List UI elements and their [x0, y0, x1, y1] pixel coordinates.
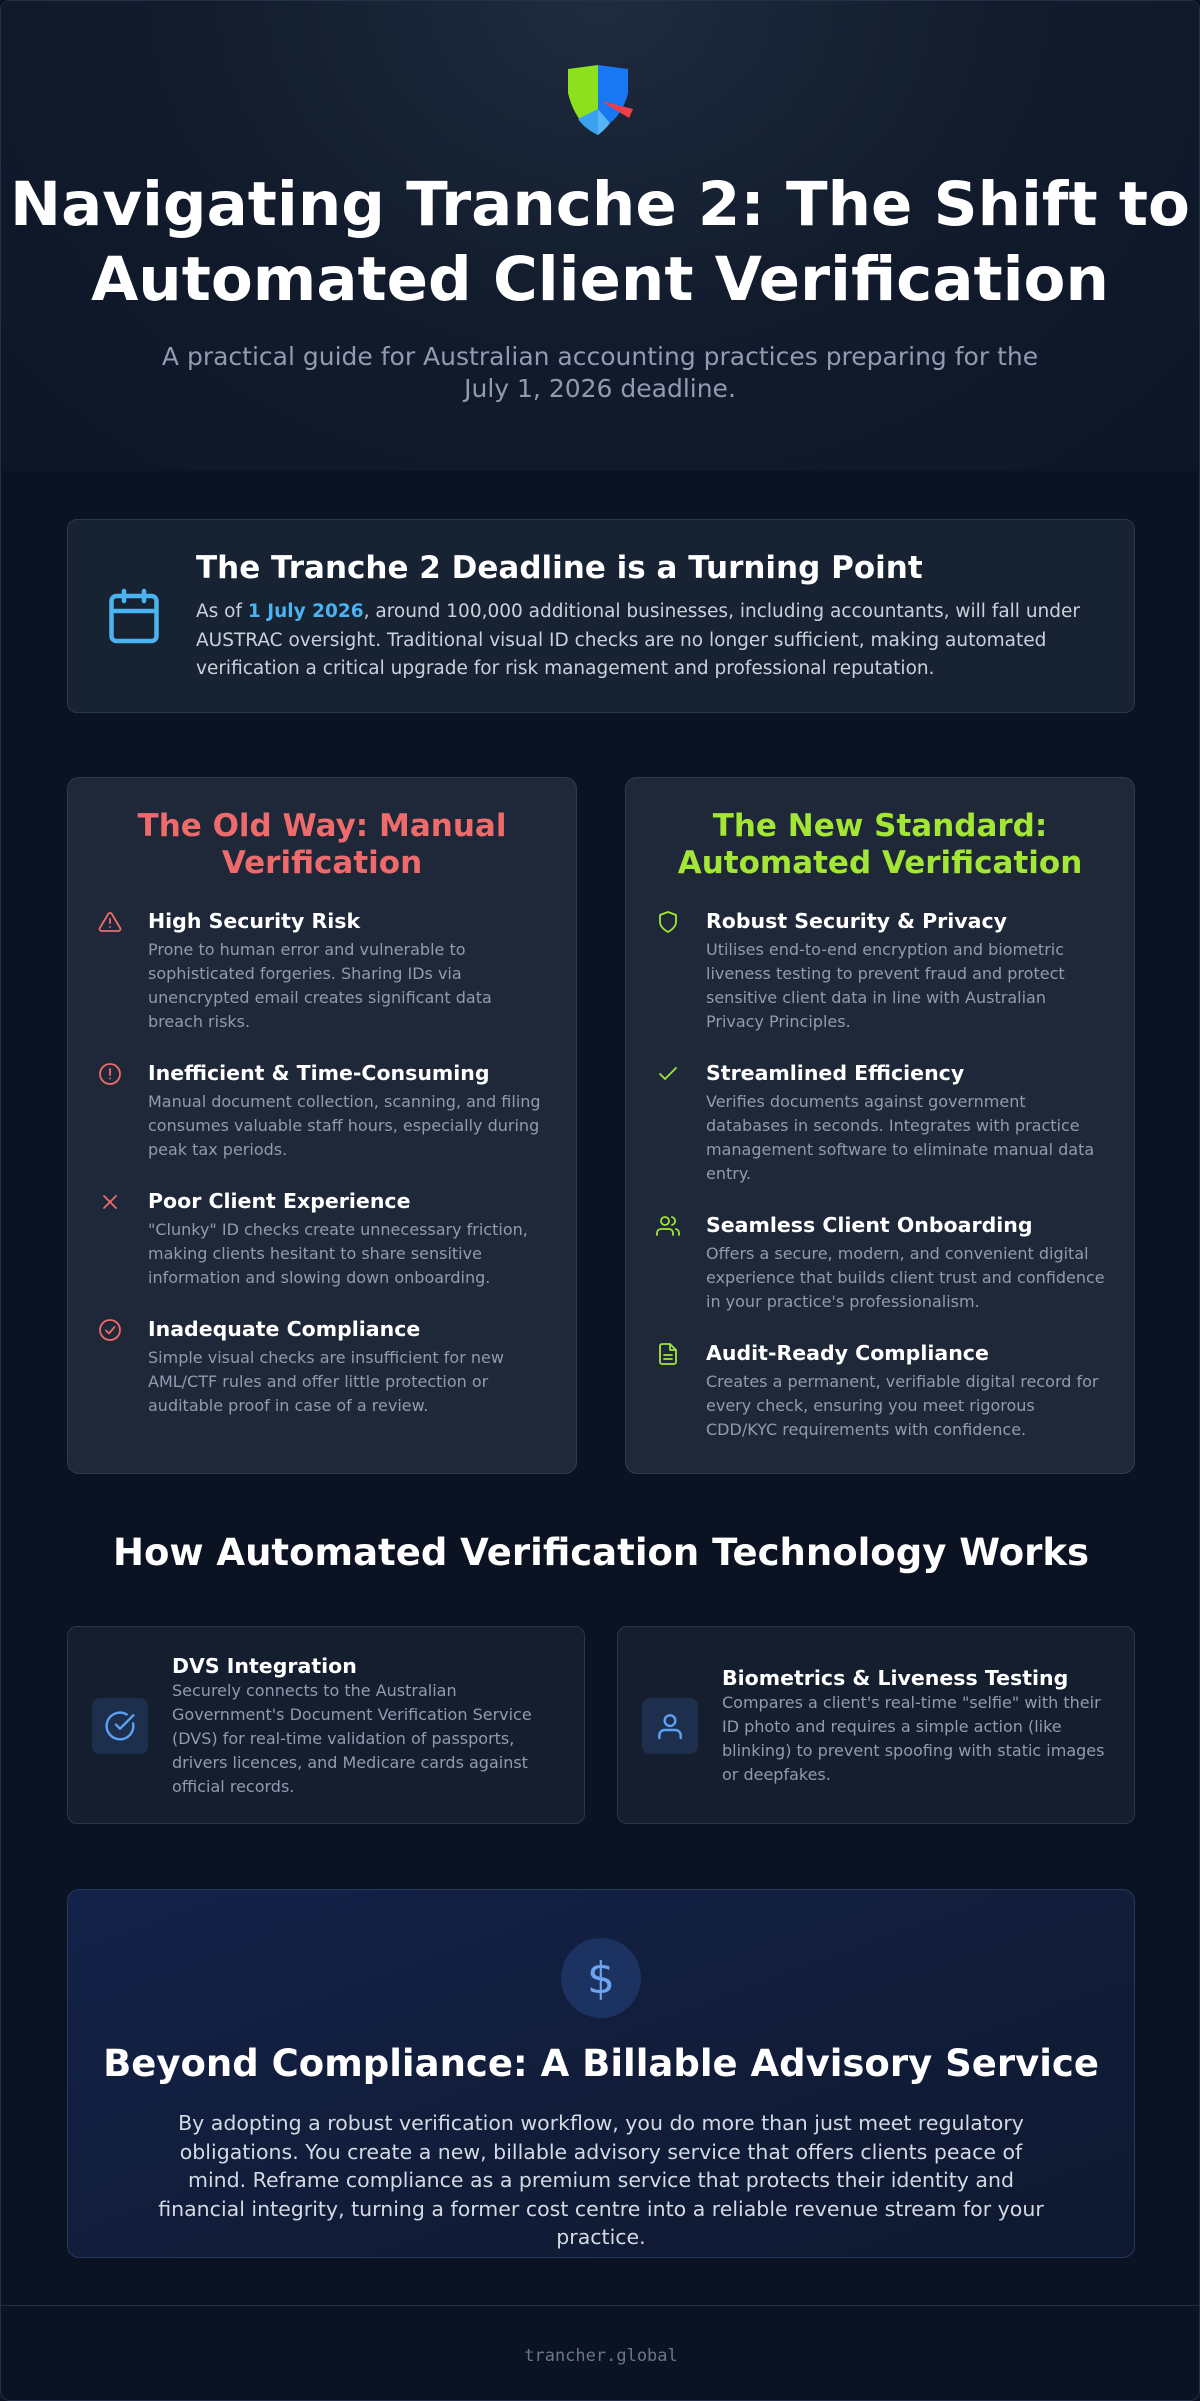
footer	[1, 2305, 1200, 2401]
old-way-item-text: Prone to human error and vulnerable to sophisticated forgeries. Sharing IDs via unencrypted email creates significant data breach risks.	[148, 940, 492, 1031]
dvs-integration-card	[67, 1626, 585, 1824]
old-way-item-title: Inadequate Compliance	[148, 1317, 421, 1341]
tech-card-title: DVS Integration	[172, 1654, 357, 1678]
new-standard-item-title: Seamless Client Onboarding	[706, 1213, 1033, 1237]
check-icon	[656, 1062, 680, 1086]
tech-card-title: Biometrics & Liveness Testing	[722, 1666, 1069, 1690]
old-way-title: The Old Way: Manual Verification	[137, 808, 507, 881]
new-standard-item-title: Streamlined Efficiency	[706, 1061, 965, 1085]
new-standard-item	[656, 1340, 1106, 1442]
how-it-works-title: How Automated Verification Technology Works	[112, 1531, 1089, 1574]
new-standard-item	[656, 908, 1106, 1034]
icon-tile	[92, 1698, 148, 1754]
alert-circle-icon	[98, 1062, 122, 1086]
beyond-title: Beyond Compliance: A Billable Advisory Service	[103, 2042, 1099, 2085]
calendar-icon	[104, 586, 164, 646]
x-icon	[98, 1190, 122, 1214]
document-icon	[656, 1342, 680, 1366]
biometrics-card	[617, 1626, 1135, 1824]
dollar-icon: $	[561, 1938, 641, 2018]
page-subtitle: A practical guide for Australian accounting practices preparing for the July 1, 2026 deadline.	[161, 342, 1039, 403]
new-standard-item-text: Offers a secure, modern, and convenient digital experience that builds client trust and confidence in your practice's professionalism.	[706, 1244, 1105, 1311]
callout-title: The Tranche 2 Deadline is a Turning Point	[196, 550, 923, 586]
page-title: Navigating Tranche 2: The Shift to Automated Client Verification	[10, 169, 1190, 315]
beyond-compliance-section	[67, 1889, 1135, 2258]
new-standard-item	[656, 1060, 1106, 1186]
old-way-item-text: Simple visual checks are insufficient for new AML/CTF rules and offer little protection or auditable proof in case of a review.	[148, 1348, 504, 1415]
old-way-card	[67, 777, 577, 1474]
deadline-date: 1 July 2026	[247, 601, 364, 622]
new-standard-item-text: Utilises end-to-end encryption and biometric liveness testing to prevent fraud and protect sensitive client data in line with Australian Privacy Principles.	[706, 940, 1065, 1031]
new-standard-title: The New Standard: Automated Verification	[677, 808, 1083, 881]
new-standard-item	[656, 1212, 1106, 1314]
check-circle-icon	[98, 1318, 122, 1342]
old-way-item-title: Poor Client Experience	[148, 1189, 411, 1213]
footer-domain: trancher.global	[524, 2346, 678, 2366]
shield-logo-icon	[565, 63, 635, 137]
old-way-item	[98, 908, 548, 1034]
old-way-item	[98, 1188, 548, 1290]
deadline-callout	[67, 519, 1135, 713]
new-standard-item-title: Audit-Ready Compliance	[706, 1341, 989, 1365]
old-way-item	[98, 1060, 548, 1162]
beyond-text: By adopting a robust verification workflow, you do more than just meet regulatory obligations. You create a new, billable advisory service that offers clients peace of mind. Reframe compliance as a premium service that protects their identity and financial integrity, turning a former cost centre into a reliable revenue stream for your practice.	[158, 2111, 1044, 2249]
icon-tile	[642, 1698, 698, 1754]
new-standard-item-title: Robust Security & Privacy	[706, 909, 1008, 933]
warning-triangle-icon	[98, 910, 122, 934]
new-standard-item-text: Verifies documents against government databases in seconds. Integrates with practice management software to eliminate manual data entry.	[706, 1092, 1095, 1183]
users-icon	[656, 1214, 680, 1238]
new-standard-card	[625, 777, 1135, 1474]
new-standard-item-text: Creates a permanent, verifiable digital record for every check, ensuring you meet rigorous CDD/KYC requirements with confidence.	[706, 1372, 1099, 1439]
tech-card-text: Compares a client's real-time "selfie" with their ID photo and requires a simple action (like blinking) to prevent spoofing with static images or deepfakes.	[722, 1693, 1105, 1784]
old-way-item	[98, 1316, 548, 1418]
old-way-item-title: Inefficient & Time-Consuming	[148, 1061, 490, 1085]
old-way-item-text: Manual document collection, scanning, and filing consumes valuable staff hours, especially during peak tax periods.	[148, 1092, 541, 1159]
callout-text: As of 1 July 2026, around 100,000 additional businesses, including accountants, will fall under AUSTRAC oversight. Traditional visual ID checks are no longer sufficient, making automated verification a critical upgrade for risk management and professional reputation.	[196, 601, 1081, 679]
old-way-item-title: High Security Risk	[148, 909, 361, 933]
tech-card-text: Securely connects to the Australian Government's Document Verification Service (DVS) for real-time validation of passports, drivers licences, and Medicare cards against official records.	[172, 1681, 532, 1796]
hero-section	[1, 1, 1199, 471]
check-circle-icon	[104, 1710, 136, 1742]
user-icon	[654, 1710, 686, 1742]
shield-icon	[656, 910, 680, 934]
old-way-item-text: "Clunky" ID checks create unnecessary friction, making clients hesitant to share sensitive information and slowing down onboarding.	[148, 1220, 528, 1287]
